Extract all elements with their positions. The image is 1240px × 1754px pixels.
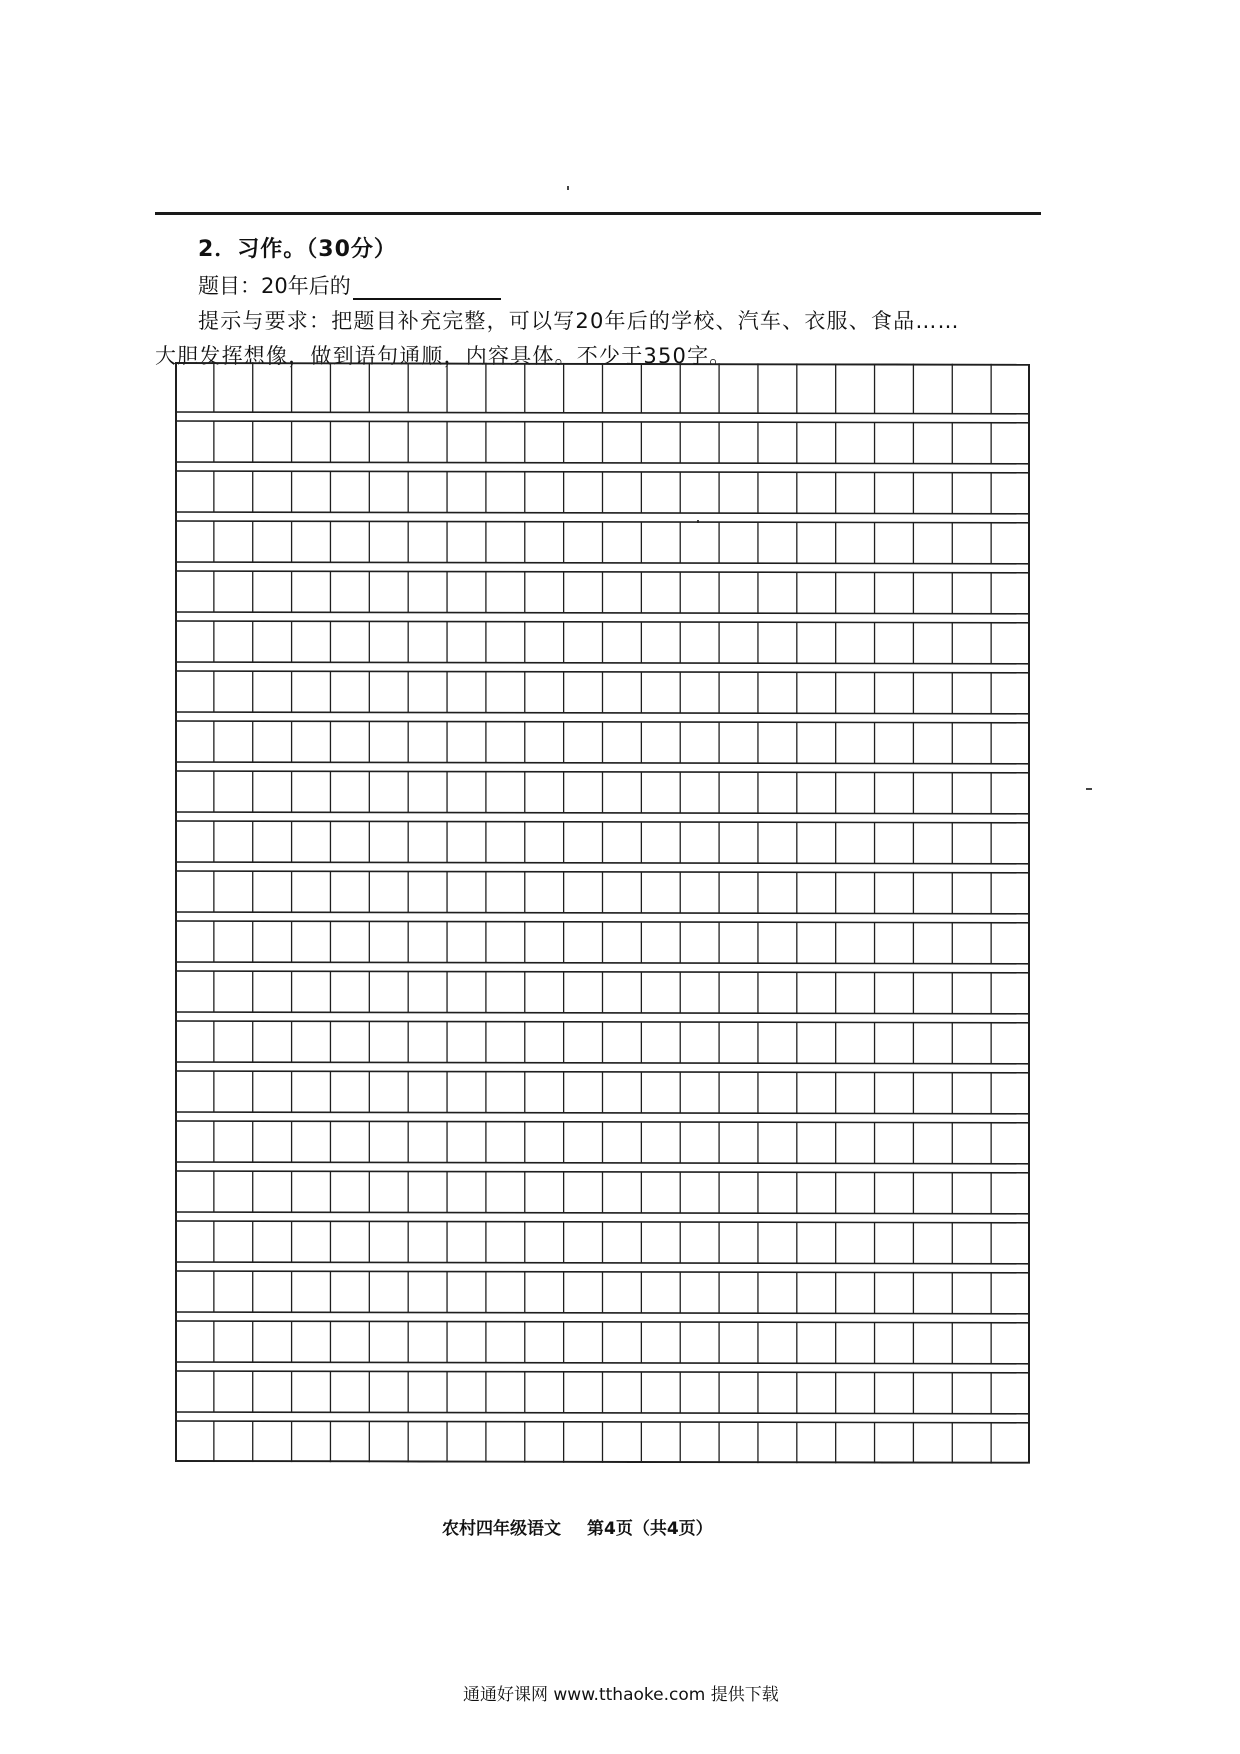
download-watermark: 通通好课网 www.tthaoke.com 提供下载 (463, 1685, 779, 1705)
topic-line (198, 270, 501, 300)
question-heading: 2．习作。（30分） (198, 237, 397, 262)
requirement-line-2: 大胆发挥想像，做到语句通顺，内容具体。不少于350字。 (155, 344, 732, 368)
topic-prefix: 题目：20年后的 (198, 274, 351, 298)
writing-grid[interactable] (175, 362, 1030, 1464)
page-footer (442, 1514, 713, 1539)
scan-speck (567, 186, 569, 190)
top-rule (155, 212, 1041, 215)
topic-blank[interactable] (353, 276, 501, 300)
scan-speck (1086, 788, 1092, 790)
requirement-line-1: 提示与要求：把题目补充完整，可以写20年后的学校、汽车、衣服、食品…… (198, 309, 960, 333)
footer-subject: 农村四年级语文 (442, 1519, 561, 1539)
footer-page-info: 第4页（共4页） (587, 1519, 713, 1539)
